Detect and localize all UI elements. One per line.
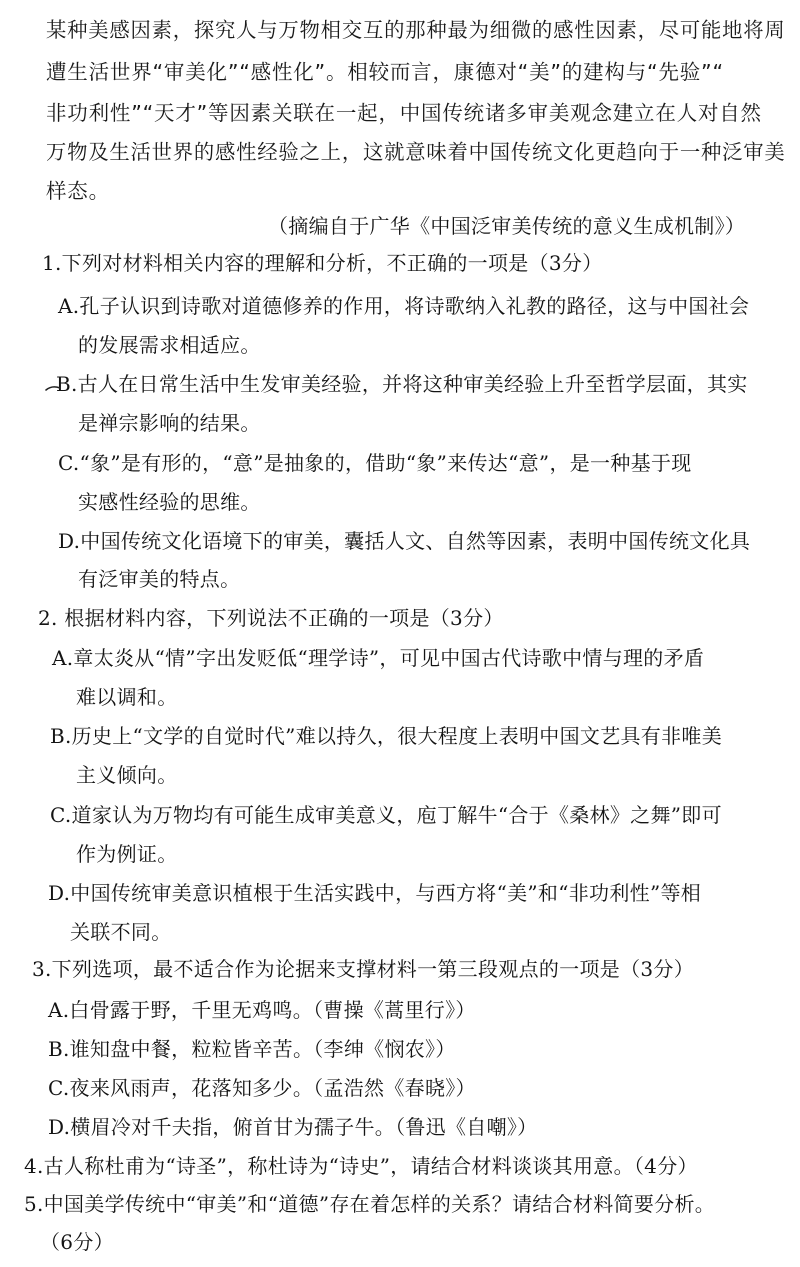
q3-option-d: D.横眉冷对千夫指，俯首甘为孺子牛。（鲁迅《自嘲》） <box>48 1115 538 1139</box>
source-attribution: （摘编自于广华《中国泛审美传统的意义生成机制》） <box>268 214 746 238</box>
q1-option-b-cont: 是禅宗影响的结果。 <box>78 411 261 435</box>
q2-option-c-cont: 作为例证。 <box>76 842 178 866</box>
question-3-stem: 3.下列选项，最不适合作为论据来支撑材料一第三段观点的一项是（3分） <box>32 957 695 981</box>
q2-option-b-cont: 主义倾向。 <box>76 763 178 787</box>
q2-option-d: D.中国传统审美意识植根于生活实践中，与西方将“美”和“非功利性”等相 <box>48 881 702 905</box>
q1-option-d-cont: 有泛审美的特点。 <box>78 567 241 591</box>
question-1-stem: 1.下列对材料相关内容的理解和分析，不正确的一项是（3分） <box>42 251 603 275</box>
q1-option-c: C.“象”是有形的，“意”是抽象的，借助“象”来传达“意”，是一种基于现 <box>58 451 692 475</box>
q2-option-b: B.历史上“文学的自觉时代”难以持久，很大程度上表明中国文艺具有非唯美 <box>50 724 723 748</box>
q1-option-a: A.孔子认识到诗歌对道德修养的作用，将诗歌纳入礼教的路径，这与中国社会 <box>58 294 750 318</box>
q2-option-c: C.道家认为万物均有可能生成审美意义，庖丁解牛“合于《桑林》之舞”即可 <box>50 803 722 827</box>
passage-line: 非功利性”“天才”等因素关联在一起，中国传统诸多审美观念建立在人对自然 <box>46 101 762 125</box>
passage-line: 遭生活世界“审美化”“感性化”。相较而言，康德对“美”的建构与“先验”“ <box>46 60 724 84</box>
question-4-stem: 4.古人称杜甫为“诗圣”，称杜诗为“诗史”，请结合材料谈谈其用意。（4分） <box>24 1154 698 1178</box>
q1-option-a-cont: 的发展需求相适应。 <box>78 333 261 357</box>
q1-option-c-cont: 实感性经验的思维。 <box>78 490 261 514</box>
q1-option-b: B.古人在日常生活中生发审美经验，并将这种审美经验上升至哲学层面，其实 <box>56 372 748 396</box>
question-5-stem: 5.中国美学传统中“审美”和“道德”存在着怎样的关系？请结合材料简要分析。 <box>24 1192 716 1216</box>
question-5-points: （6分） <box>40 1230 114 1254</box>
passage-line: 某种美感因素，探究人与万物相交互的那种最为细微的感性因素，尽可能地将周 <box>46 18 786 42</box>
question-2-stem: 2. 根据材料内容，下列说法不正确的一项是（3分） <box>38 606 504 630</box>
passage-line: 万物及生活世界的感性经验之上，这就意味着中国传统文化更趋向于一种泛审美 <box>46 140 786 164</box>
q3-option-b: B.谁知盘中餐，粒粒皆辛苦。（李绅《悯农》） <box>48 1037 456 1061</box>
q2-option-a-cont: 难以调和。 <box>76 685 178 709</box>
q2-option-d-cont: 关联不同。 <box>70 920 172 944</box>
q1-option-d: D.中国传统文化语境下的审美，囊括人文、自然等因素，表明中国传统文化具 <box>58 529 751 553</box>
q2-option-a: A.章太炎从“情”字出发贬低“理学诗”，可见中国古代诗歌中情与理的矛盾 <box>52 646 705 670</box>
q3-option-a: A.白骨露于野，千里无鸡鸣。（曹操《蒿里行》） <box>48 998 476 1022</box>
q3-option-c: C.夜来风雨声，花落知多少。（孟浩然《春晓》） <box>48 1076 476 1100</box>
passage-line: 样态。 <box>46 179 110 203</box>
pen-mark-icon <box>44 383 64 393</box>
